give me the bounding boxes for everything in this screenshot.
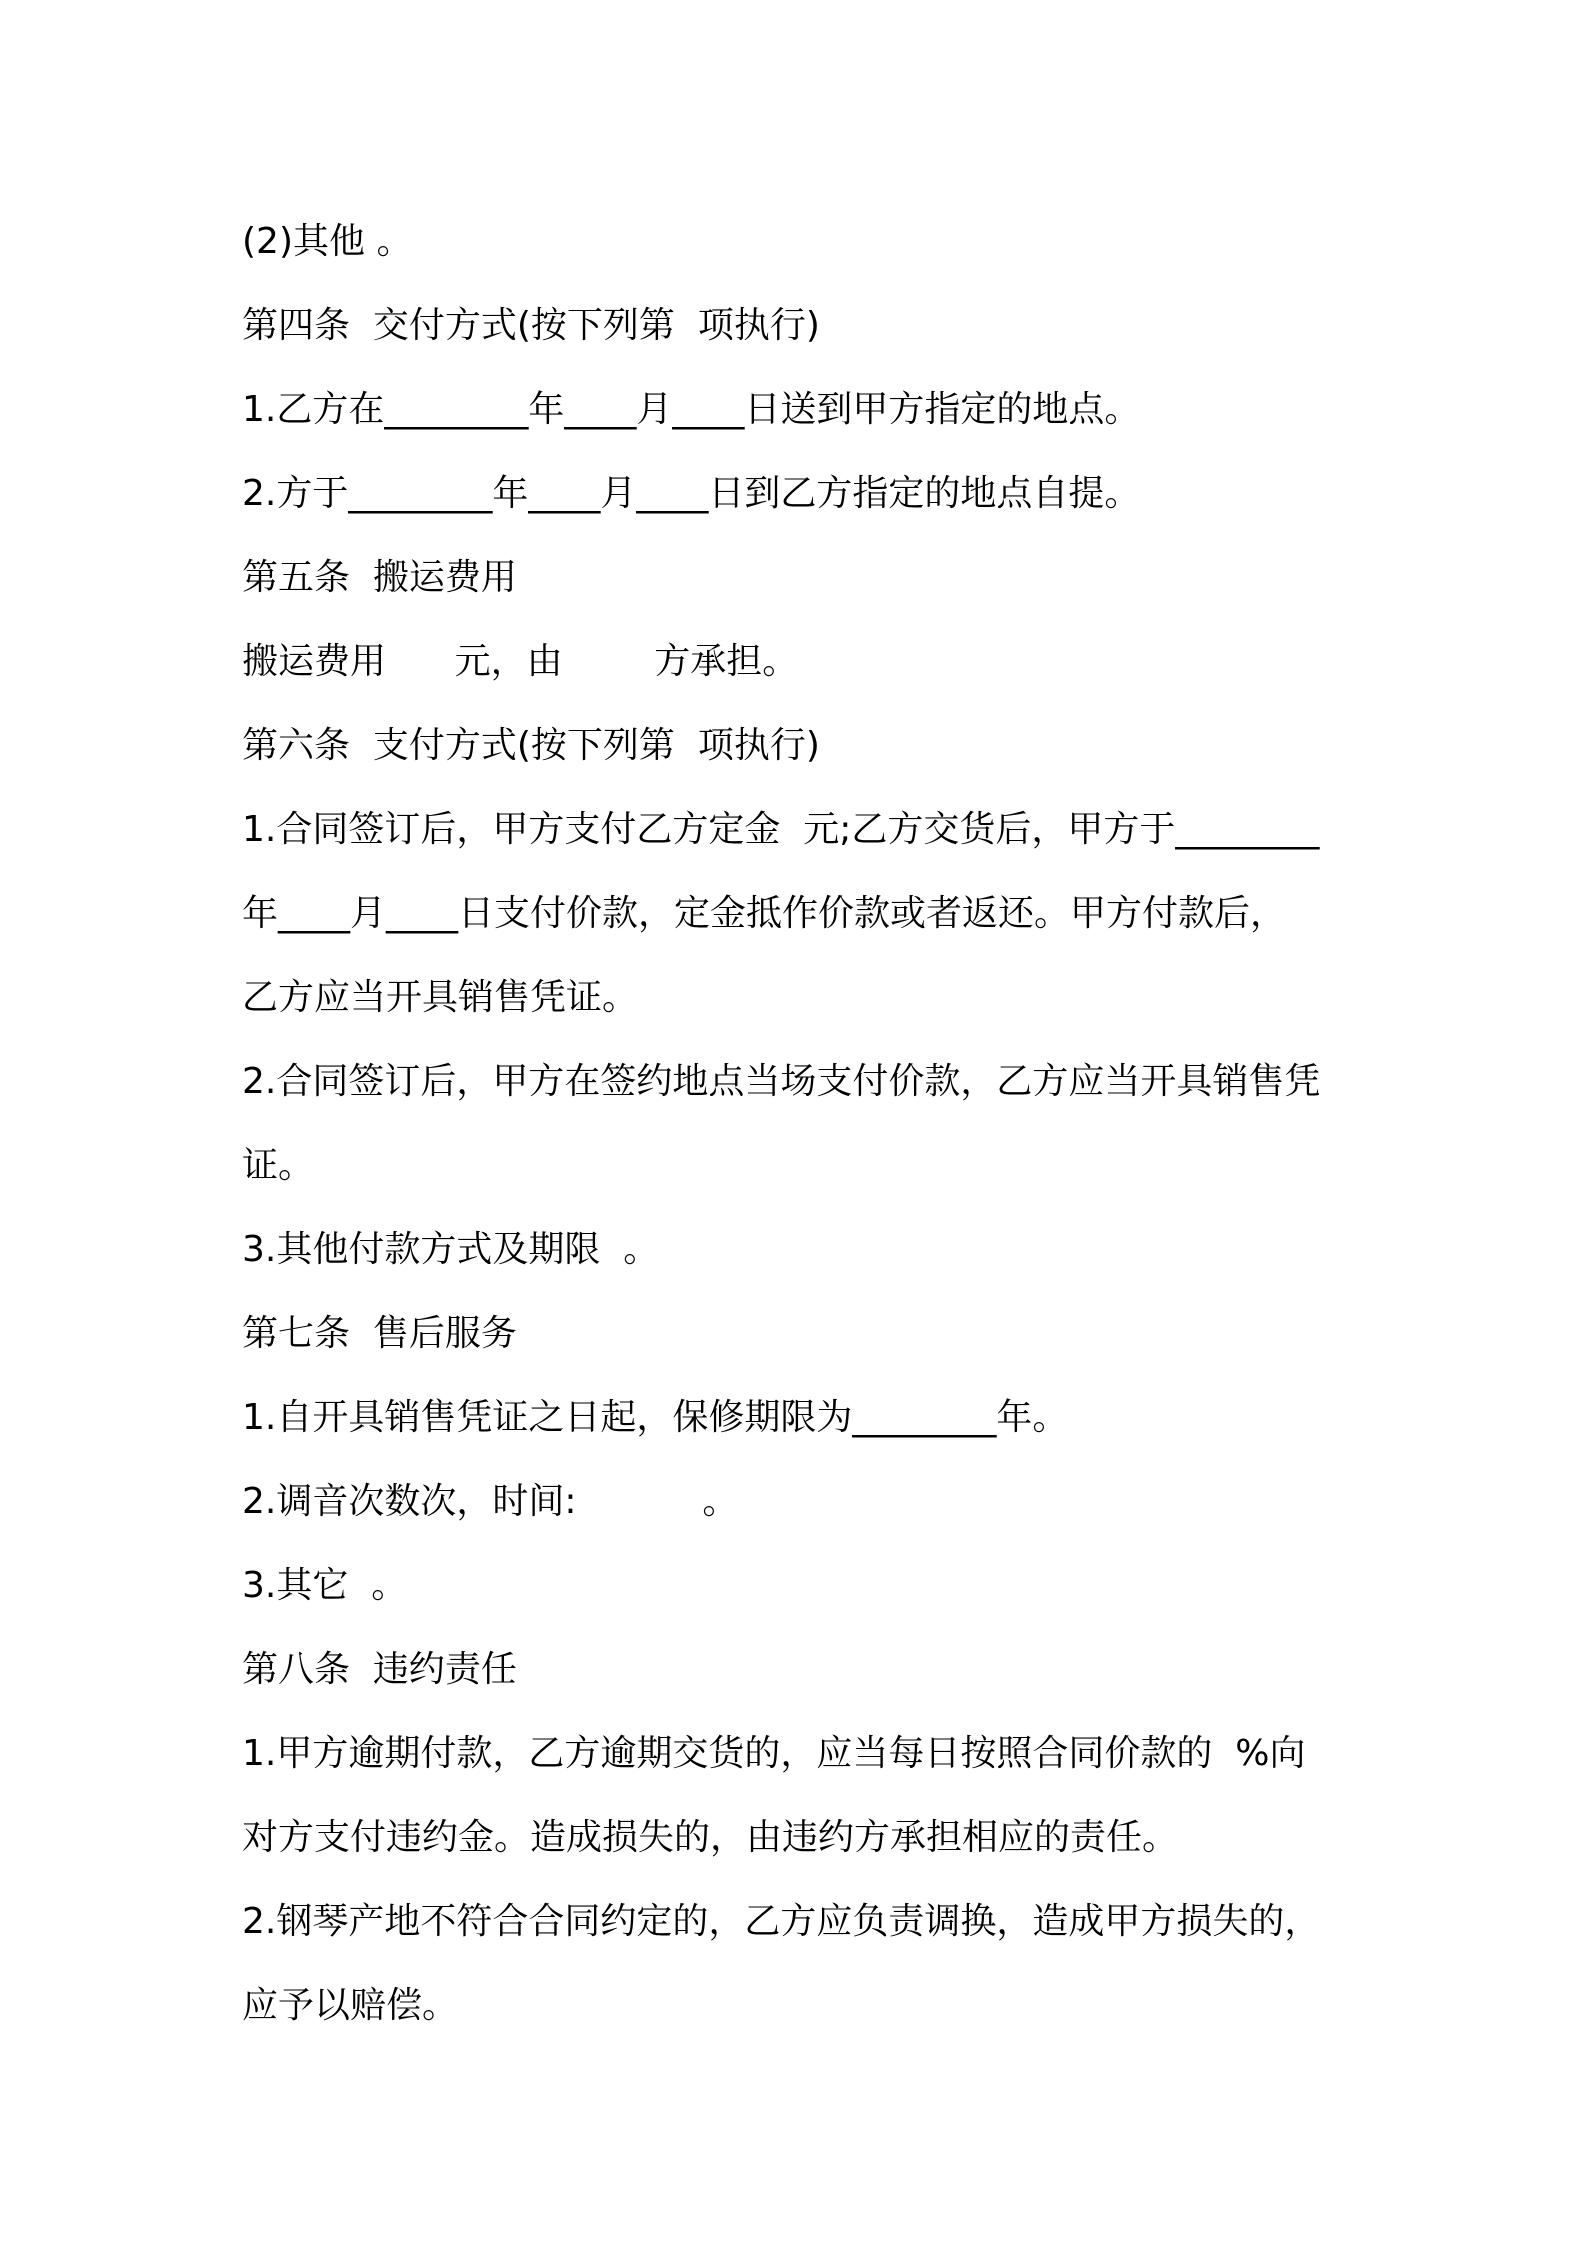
article-8-item-2-line-2: 应予以赔偿。 [242,1985,459,2026]
article-4-item-2: 2.方于________年____月____日到乙方指定的地点自提。 [242,473,1141,514]
article-5-text: 搬运费用 元，由 方承担。 [242,641,799,682]
article-6-item-2-line-2: 证。 [242,1145,315,1186]
article-6-item-2-line-1: 2.合同签订后，甲方在签约地点当场支付价款，乙方应当开具销售凭 [242,1061,1321,1102]
article-6-item-1-line-1: 1.合同签订后，甲方支付乙方定金 元;乙方交货后，甲方于________ [242,809,1320,850]
article-8-item-1-line-1: 1.甲方逾期付款，乙方逾期交货的，应当每日按照合同价款的 %向 [242,1733,1306,1774]
article-7-heading: 第七条 售后服务 [242,1313,517,1354]
article-6-heading: 第六条 支付方式(按下列第 项执行) [242,725,820,766]
article-8-item-1-line-2: 对方支付违约金。造成损失的，由违约方承担相应的责任。 [242,1817,1179,1858]
article-7-item-2: 2.调音次数次，时间: 。 [242,1481,739,1522]
document-body [242,200,1352,2048]
article-4-item-1: 1.乙方在________年____月____日送到甲方指定的地点。 [242,389,1141,430]
article-4-heading: 第四条 交付方式(按下列第 项执行) [242,305,820,346]
article-6-item-1-line-2: 年____月____日支付价款，定金抵作价款或者返还。甲方付款后， [242,893,1287,934]
article-6-item-3: 3.其他付款方式及期限 。 [242,1229,660,1270]
article-5-heading: 第五条 搬运费用 [242,557,517,598]
article-8-item-2-line-1: 2.钢琴产地不符合合同约定的，乙方应负责调换，造成甲方损失的， [242,1901,1321,1942]
article-6-item-1-line-3: 乙方应当开具销售凭证。 [242,977,639,1018]
article-7-item-3: 3.其它 。 [242,1565,408,1606]
clause-line-other: (2)其他 。 [242,221,413,262]
article-7-item-1: 1.自开具销售凭证之日起，保修期限为________年。 [242,1397,1069,1438]
article-8-heading: 第八条 违约责任 [242,1649,517,1690]
